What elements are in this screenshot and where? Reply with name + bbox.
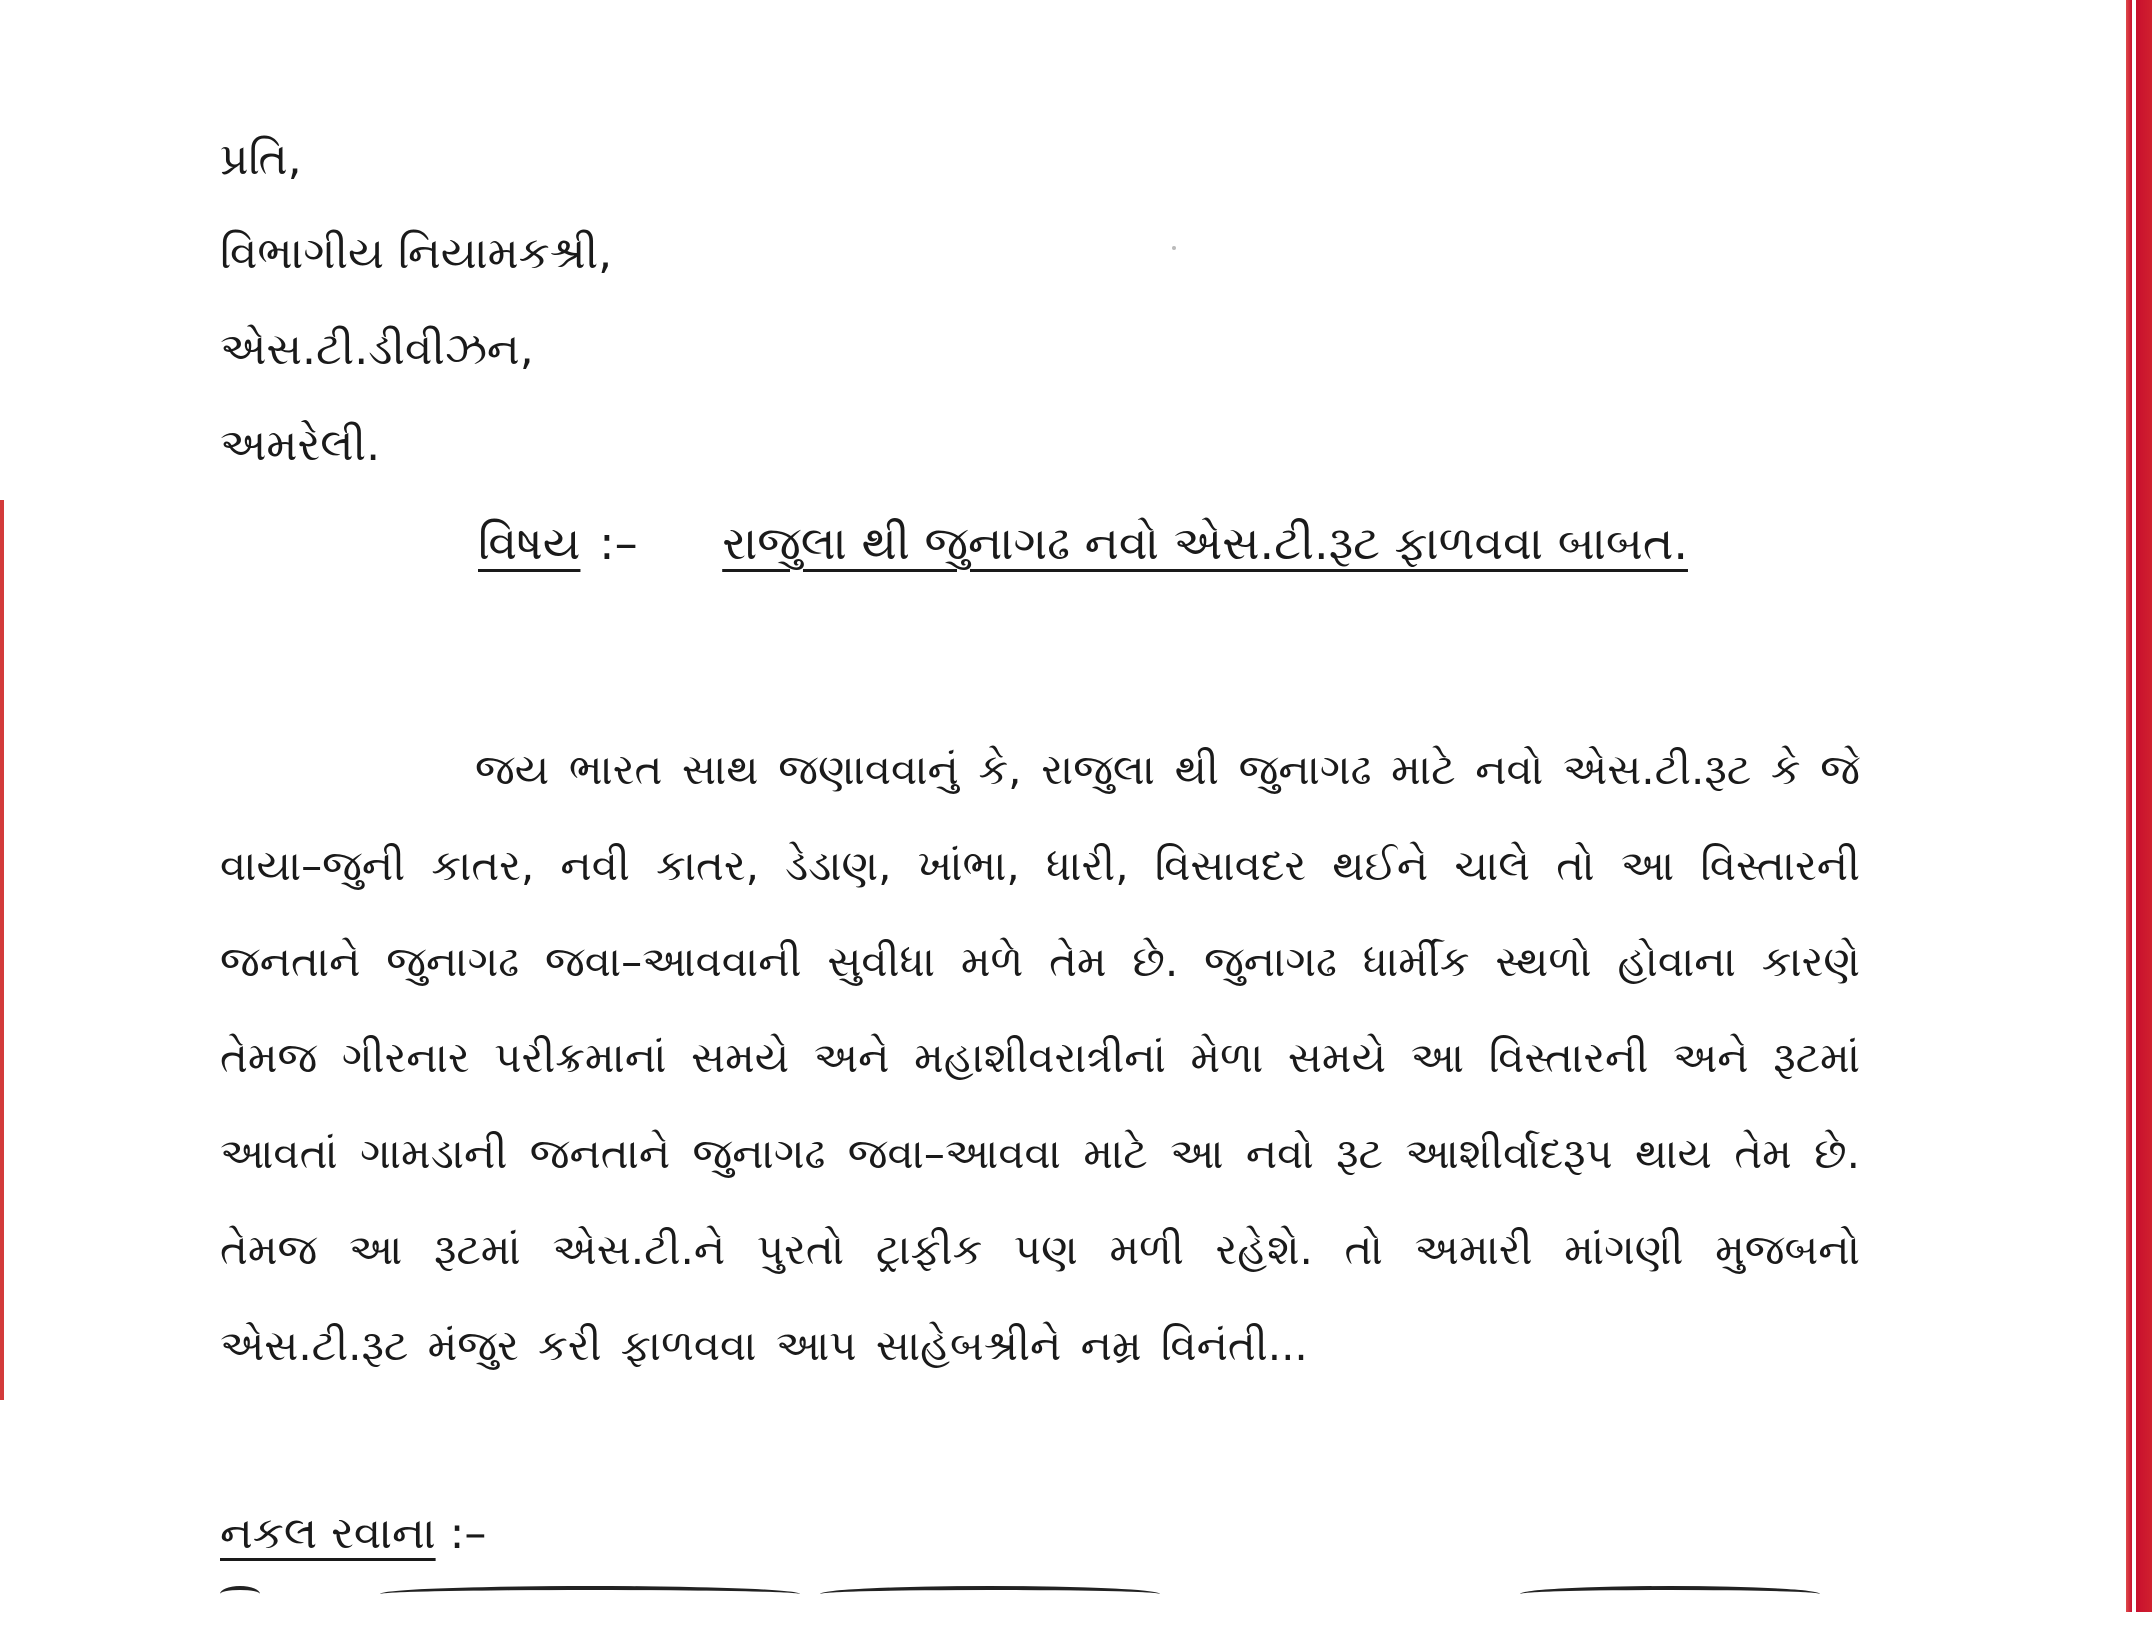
cut-glyph <box>820 1586 1160 1602</box>
speck <box>1172 246 1176 250</box>
subject-separator: :– <box>599 516 638 570</box>
cut-glyph <box>220 1586 260 1602</box>
addressee-designation: વિભાગીય નિયામકશ્રી, <box>220 228 613 279</box>
copy-label: નકલ રવાના <box>220 1508 436 1559</box>
subject-line <box>478 516 1688 570</box>
addressee-to: પ્રતિ, <box>220 134 302 185</box>
cut-off-text-line <box>220 1586 1820 1626</box>
copy-to-heading <box>220 1508 486 1559</box>
addressee-division: એસ.ટી.ડીવીઝન, <box>220 324 534 375</box>
letter-body: જય ભારત સાથ જણાવવાનું કે, રાજુલા થી જુનાગઢ માટે નવો એસ.ટી.રૂટ કે જે વાયા–જુની કાતર, નવી કાતર, ડેડાણ, ખાંભા, ધારી, વિસાવદર થઈને ચાલે તો આ વિસ્તારની જનતાને જુનાગઢ જવા–આવવાની સુવીધા મળે તેમ છે. જુનાગઢ ધાર્મીક સ્થળો હોવાના કારણે તેમજ ગીરનાર પરીક્રમાનાં સમયે અને મહાશીવરાત્રીનાં મેળા સમયે આ વિસ્તારની અને રૂટમાં આવતાં ગામડાની જનતાને જુનાગઢ જવા–આવવા માટે આ નવો રૂટ આશીર્વાદરૂપ થાય તેમ છે. તેમજ આ રૂટમાં એસ.ટી.ને પુરતો ટ્રાફીક પણ મળી રહેશે. તો અમારી માંગણી મુજબનો એસ.ટી.રૂટ મંજુર કરી ફાળવવા આપ સાહેબશ્રીને નમ્ર વિનંતી... <box>220 745 1860 1370</box>
page-edge-right <box>2126 0 2152 1612</box>
cut-glyph <box>380 1586 800 1602</box>
addressee-city: અમરેલી. <box>220 420 381 471</box>
copy-separator: :– <box>449 1508 487 1559</box>
subject-label: વિષય <box>478 516 581 570</box>
page-edge-left <box>0 500 4 1400</box>
cut-glyph <box>1520 1586 1820 1602</box>
subject-text: રાજુલા થી જુનાગઢ નવો એસ.ટી.રૂટ ફાળવવા બાબત. <box>722 516 1688 570</box>
